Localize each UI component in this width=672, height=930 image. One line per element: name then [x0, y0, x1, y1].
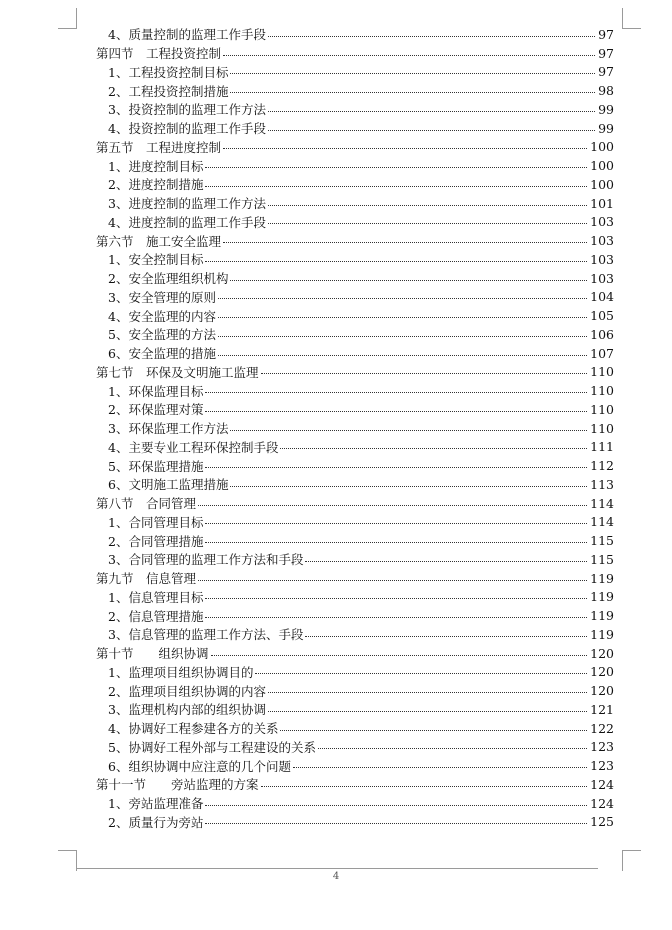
toc-dot-leader: [198, 580, 587, 581]
toc-entry-page-number: 98: [598, 83, 614, 99]
toc-entry-page-number: 119: [590, 570, 614, 586]
toc-entry-page-number: 115: [590, 551, 614, 567]
toc-entry-title: 2、进度控制措施: [108, 177, 204, 193]
toc-entry-title: 2、质量行为旁站: [108, 814, 204, 830]
toc-dot-leader: [205, 523, 587, 524]
toc-entry-title: 1、监理项目组织协调目的: [108, 664, 254, 680]
toc-entry[interactable]: [96, 381, 614, 400]
toc-dot-leader: [268, 111, 595, 112]
toc-section-entry[interactable]: [96, 231, 614, 250]
toc-entry-title: 1、工程投资控制目标: [108, 64, 229, 80]
toc-entry[interactable]: [96, 325, 614, 344]
crop-mark-bottom-left: [58, 850, 77, 871]
toc-entry-page-number: 114: [590, 495, 614, 511]
toc-entry-page-number: 105: [590, 308, 614, 324]
toc-entry-page-number: 112: [590, 458, 614, 474]
toc-entry-title: 2、合同管理措施: [108, 533, 204, 549]
toc-entry[interactable]: [96, 419, 614, 438]
toc-entry-title: 第十一节 旁站监理的方案: [96, 777, 259, 793]
toc-dot-leader: [223, 148, 587, 149]
toc-entry-page-number: 106: [590, 326, 614, 342]
toc-entry-title: 1、信息管理目标: [108, 589, 204, 605]
toc-entry[interactable]: [96, 156, 614, 175]
toc-entry-page-number: 123: [590, 758, 614, 774]
toc-dot-leader: [280, 730, 587, 731]
toc-section-entry[interactable]: [96, 363, 614, 382]
toc-section-entry[interactable]: [96, 494, 614, 513]
toc-entry-page-number: 120: [590, 664, 614, 680]
toc-dot-leader: [205, 467, 587, 468]
toc-entry[interactable]: [96, 194, 614, 213]
toc-section-entry[interactable]: [96, 775, 614, 794]
toc-entry-page-number: 110: [590, 401, 614, 417]
toc-dot-leader: [268, 711, 587, 712]
toc-dot-leader: [218, 355, 587, 356]
toc-dot-leader: [230, 73, 595, 74]
toc-entry-page-number: 110: [590, 420, 614, 436]
toc-dot-leader: [261, 786, 588, 787]
toc-entry-title: 第四节 工程投资控制: [96, 46, 222, 62]
toc-dot-leader: [205, 598, 587, 599]
toc-entry-title: 第七节 环保及文明施工监理: [96, 364, 259, 380]
toc-entry-title: 3、安全管理的原则: [108, 289, 216, 305]
toc-entry-title: 1、安全控制目标: [108, 252, 204, 268]
toc-dot-leader: [230, 430, 587, 431]
toc-entry-page-number: 99: [598, 101, 614, 117]
toc-entry-page-number: 119: [590, 589, 614, 605]
toc-entry[interactable]: [96, 213, 614, 232]
toc-entry-page-number: 115: [590, 533, 614, 549]
toc-section-entry[interactable]: [96, 644, 614, 663]
toc-entry-title: 4、进度控制的监理工作手段: [108, 214, 266, 230]
toc-section-entry[interactable]: [96, 569, 614, 588]
toc-entry[interactable]: [96, 438, 614, 457]
toc-entry-title: 2、工程投资控制措施: [108, 83, 229, 99]
toc-dot-leader: [230, 280, 587, 281]
toc-entry-title: 3、信息管理的监理工作方法、手段: [108, 627, 304, 643]
toc-entry-title: 2、监理项目组织协调的内容: [108, 683, 266, 699]
toc-entry-page-number: 124: [590, 795, 614, 811]
toc-entry-page-number: 111: [590, 439, 614, 455]
toc-entry-title: 5、协调好工程外部与工程建设的关系: [108, 739, 316, 755]
toc-entry-title: 3、环保监理工作方法: [108, 421, 229, 437]
toc-entry[interactable]: [96, 344, 614, 363]
toc-entry-title: 5、安全监理的方法: [108, 327, 216, 343]
toc-entry[interactable]: [96, 681, 614, 700]
toc-entry[interactable]: [96, 25, 614, 44]
toc-entry-title: 4、主要专业工程环保控制手段: [108, 439, 279, 455]
toc-entry[interactable]: [96, 738, 614, 757]
toc-entry-title: 第六节 施工安全监理: [96, 233, 222, 249]
toc-entry-title: 第十节 组织协调: [96, 646, 209, 662]
toc-entry[interactable]: [96, 63, 614, 82]
toc-entry-title: 4、投资控制的监理工作手段: [108, 121, 266, 137]
toc-entry-page-number: 97: [598, 26, 614, 42]
toc-entry-title: 第五节 工程进度控制: [96, 139, 222, 155]
toc-entry-title: 3、监理机构内部的组织协调: [108, 702, 266, 718]
toc-entry-title: 3、投资控制的监理工作方法: [108, 102, 266, 118]
toc-dot-leader: [205, 167, 587, 168]
toc-entry-title: 1、环保监理目标: [108, 383, 204, 399]
crop-mark-bottom-right: [622, 850, 641, 871]
toc-entry-page-number: 100: [590, 139, 614, 155]
crop-mark-top-right: [622, 8, 641, 29]
toc-dot-leader: [261, 373, 588, 374]
toc-entry-page-number: 99: [598, 120, 614, 136]
toc-dot-leader: [305, 561, 587, 562]
toc-dot-leader: [205, 392, 587, 393]
toc-section-entry[interactable]: [96, 138, 614, 157]
toc-entry[interactable]: [96, 794, 614, 813]
toc-entry-page-number: 110: [590, 383, 614, 399]
toc-entry-title: 2、环保监理对策: [108, 402, 204, 418]
toc-entry-page-number: 125: [590, 814, 614, 830]
toc-entry[interactable]: [96, 288, 614, 307]
toc-entry[interactable]: [96, 400, 614, 419]
toc-dot-leader: [230, 486, 587, 487]
toc-dot-leader: [205, 186, 587, 187]
toc-entry[interactable]: [96, 606, 614, 625]
toc-entry[interactable]: [96, 663, 614, 682]
toc-dot-leader: [305, 636, 587, 637]
toc-entry-title: 2、安全监理组织机构: [108, 271, 229, 287]
toc-entry[interactable]: [96, 513, 614, 532]
toc-entry-page-number: 97: [598, 45, 614, 61]
footer-divider: [76, 868, 598, 869]
toc-entry-page-number: 103: [590, 251, 614, 267]
toc-entry-page-number: 107: [590, 345, 614, 361]
toc-dot-leader: [268, 692, 587, 693]
toc-entry[interactable]: [96, 475, 614, 494]
toc-entry-page-number: 120: [590, 683, 614, 699]
toc-dot-leader: [223, 242, 587, 243]
toc-dot-leader: [205, 411, 587, 412]
toc-entry[interactable]: [96, 700, 614, 719]
toc-entry-title: 6、安全监理的措施: [108, 346, 216, 362]
toc-entry-page-number: 120: [590, 645, 614, 661]
toc-entry-title: 1、旁站监理准备: [108, 796, 204, 812]
toc-entry-page-number: 104: [590, 289, 614, 305]
toc-entry[interactable]: [96, 531, 614, 550]
toc-dot-leader: [205, 823, 587, 824]
toc-entry-title: 1、合同管理目标: [108, 514, 204, 530]
toc-entry[interactable]: [96, 456, 614, 475]
toc-entry-page-number: 103: [590, 214, 614, 230]
toc-entry-page-number: 119: [590, 626, 614, 642]
toc-entry-title: 4、协调好工程参建各方的关系: [108, 721, 279, 737]
toc-section-entry[interactable]: [96, 44, 614, 63]
toc-dot-leader: [211, 655, 588, 656]
toc-entry[interactable]: [96, 588, 614, 607]
toc-dot-leader: [205, 617, 587, 618]
toc-dot-leader: [268, 130, 595, 131]
toc-entry[interactable]: [96, 306, 614, 325]
toc-entry[interactable]: [96, 756, 614, 775]
crop-mark-top-left: [58, 8, 77, 29]
toc-entry[interactable]: [96, 81, 614, 100]
toc-dot-leader: [198, 505, 587, 506]
toc-dot-leader: [205, 542, 587, 543]
toc-entry[interactable]: [96, 250, 614, 269]
toc-entry-title: 第九节 信息管理: [96, 571, 197, 587]
toc-entry-page-number: 122: [590, 720, 614, 736]
toc-dot-leader: [205, 261, 587, 262]
table-of-contents: [96, 25, 614, 831]
toc-entry-page-number: 114: [590, 514, 614, 530]
toc-dot-leader: [223, 55, 595, 56]
toc-entry-page-number: 124: [590, 776, 614, 792]
toc-dot-leader: [230, 92, 595, 93]
toc-entry-page-number: 100: [590, 158, 614, 174]
toc-entry-title: 3、进度控制的监理工作方法: [108, 196, 266, 212]
toc-entry-page-number: 101: [590, 195, 614, 211]
toc-entry[interactable]: [96, 269, 614, 288]
toc-dot-leader: [268, 205, 587, 206]
toc-entry-title: 6、组织协调中应注意的几个问题: [108, 758, 291, 774]
toc-entry[interactable]: [96, 813, 614, 832]
toc-entry-page-number: 110: [590, 364, 614, 380]
toc-entry-page-number: 121: [590, 701, 614, 717]
toc-entry-page-number: 103: [590, 233, 614, 249]
toc-dot-leader: [318, 748, 587, 749]
toc-entry-title: 4、安全监理的内容: [108, 308, 216, 324]
toc-entry-title: 4、质量控制的监理工作手段: [108, 27, 266, 43]
toc-entry-title: 5、环保监理措施: [108, 458, 204, 474]
toc-dot-leader: [280, 448, 587, 449]
toc-entry-page-number: 103: [590, 270, 614, 286]
toc-dot-leader: [293, 767, 587, 768]
toc-dot-leader: [268, 36, 595, 37]
toc-entry[interactable]: [96, 719, 614, 738]
toc-dot-leader: [268, 223, 587, 224]
toc-entry-title: 6、文明施工监理措施: [108, 477, 229, 493]
toc-entry-title: 3、合同管理的监理工作方法和手段: [108, 552, 304, 568]
toc-entry-page-number: 123: [590, 739, 614, 755]
toc-entry-title: 1、进度控制目标: [108, 158, 204, 174]
toc-entry[interactable]: [96, 550, 614, 569]
toc-entry[interactable]: [96, 119, 614, 138]
toc-dot-leader: [255, 673, 587, 674]
toc-entry-page-number: 100: [590, 176, 614, 192]
toc-dot-leader: [205, 805, 587, 806]
toc-entry[interactable]: [96, 100, 614, 119]
toc-entry[interactable]: [96, 625, 614, 644]
toc-entry-title: 2、信息管理措施: [108, 608, 204, 624]
toc-dot-leader: [218, 298, 587, 299]
toc-dot-leader: [218, 336, 587, 337]
toc-entry-title: 第八节 合同管理: [96, 496, 197, 512]
toc-dot-leader: [218, 317, 587, 318]
toc-entry-page-number: 113: [590, 476, 614, 492]
toc-entry-page-number: 97: [598, 64, 614, 80]
toc-entry[interactable]: [96, 175, 614, 194]
page-number: 4: [332, 871, 340, 882]
toc-entry-page-number: 119: [590, 608, 614, 624]
